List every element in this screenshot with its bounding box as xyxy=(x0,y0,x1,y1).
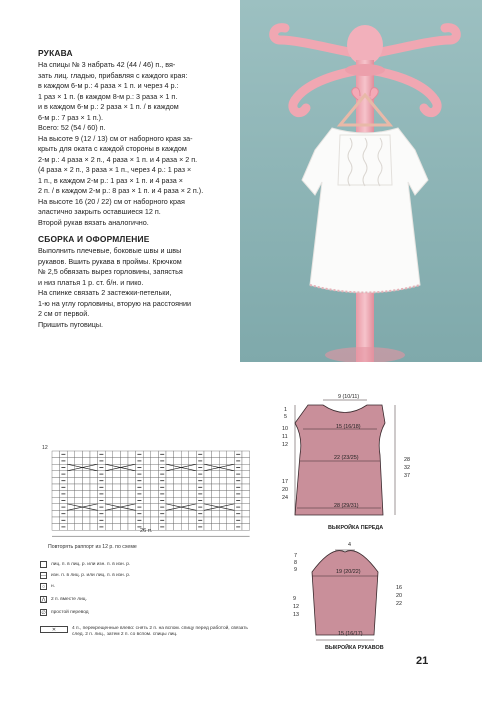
chart-cell xyxy=(212,484,220,491)
chart-cell xyxy=(242,484,250,491)
chart-cell xyxy=(52,484,60,491)
legend-text: н. xyxy=(51,584,55,589)
chart-cell xyxy=(105,484,113,491)
sleeves-body xyxy=(38,60,238,228)
chart-row-label: 12 xyxy=(42,445,48,451)
chart-cell xyxy=(174,517,182,524)
chart-cell xyxy=(166,484,174,491)
chart-cell xyxy=(174,458,182,465)
chart-cell xyxy=(75,451,83,458)
chart-cell xyxy=(181,517,189,524)
chart-cell xyxy=(166,458,174,465)
chart-cell xyxy=(128,510,136,517)
chart-cell xyxy=(242,458,250,465)
legend-item xyxy=(40,596,87,603)
knitting-chart xyxy=(40,445,255,540)
chart-cell xyxy=(227,451,235,458)
chart-cell xyxy=(219,471,227,478)
chart-cell xyxy=(181,471,189,478)
chart-cell xyxy=(174,510,182,517)
chart-cell xyxy=(212,497,220,504)
front-chest-dim: 22 (23/25) xyxy=(334,455,359,461)
chart-cell xyxy=(67,477,75,484)
chart-cell xyxy=(212,471,220,478)
chart-cell xyxy=(204,477,212,484)
chart-cell xyxy=(120,517,128,524)
chart-cell xyxy=(166,497,174,504)
legend-text: простой перевод xyxy=(51,610,89,615)
text-line: и низ платья 1 р. ст. б/н. и пико. xyxy=(38,277,144,287)
chart-cell xyxy=(219,510,227,517)
chart-cell xyxy=(82,458,90,465)
chart-cell xyxy=(242,524,250,531)
chart-cell xyxy=(219,477,227,484)
text-line: На спинке связать 2 застежки-петельки, xyxy=(38,288,172,297)
text-line: 6-м р.: 7 раз × 1 п.). xyxy=(38,112,103,122)
chart-cell xyxy=(82,471,90,478)
chart-cell xyxy=(189,524,197,531)
chart-cell xyxy=(151,510,159,517)
chart-cell xyxy=(143,504,151,511)
chart-cell xyxy=(128,458,136,465)
chart-cell xyxy=(174,524,182,531)
chart-cell xyxy=(189,510,197,517)
chart-cell xyxy=(105,471,113,478)
chart-cell xyxy=(82,491,90,498)
legend-item xyxy=(40,572,130,579)
chart-cell xyxy=(67,517,75,524)
chart-cell xyxy=(212,491,220,498)
chart-cell xyxy=(166,517,174,524)
sleeve-top-dim: 4 xyxy=(348,542,351,548)
chart-cell xyxy=(212,510,220,517)
legend-text: лиц. п. в лиц. р. или изн. п. в изн. р. xyxy=(51,562,131,567)
chart-cell xyxy=(52,524,60,531)
chart-cell xyxy=(242,504,250,511)
text-line: № 2,5 обвязать вырез горловины, запястья xyxy=(38,267,183,276)
baby-dress-photo xyxy=(240,0,482,362)
dim-value: 11 xyxy=(282,434,288,440)
chart-cell xyxy=(90,491,98,498)
chart-cell xyxy=(219,524,227,531)
chart-cell xyxy=(143,458,151,465)
chart-cell xyxy=(120,484,128,491)
chart-cell xyxy=(90,451,98,458)
chart-cell xyxy=(128,517,136,524)
chart-cell xyxy=(52,451,60,458)
chart-cell xyxy=(67,471,75,478)
sleeve-cuff-dim: 15 (16/17) xyxy=(338,631,363,637)
chart-cell xyxy=(189,517,197,524)
chart-cell xyxy=(204,497,212,504)
chart-cell xyxy=(151,477,159,484)
chart-cell xyxy=(174,477,182,484)
chart-cell xyxy=(75,458,83,465)
product-photo xyxy=(240,0,482,362)
chart-cell xyxy=(75,471,83,478)
text-line: эластично закрыть оставшиеся 12 п. xyxy=(38,207,161,216)
chart-cell xyxy=(128,451,136,458)
chart-cell xyxy=(166,524,174,531)
chart-cell xyxy=(128,477,136,484)
chart-width-label: 26 п. xyxy=(140,528,153,534)
text-line: Выполнить плечевые, боковые швы и швы xyxy=(38,246,182,255)
chart-cell xyxy=(90,524,98,531)
legend-text: изн. п. в лиц. р. или лиц. п. в изн. р. xyxy=(51,573,131,578)
dim-value: 9 xyxy=(294,567,297,573)
dim-value: 20 xyxy=(282,487,288,493)
chart-cell xyxy=(174,491,182,498)
instructions-column xyxy=(38,48,238,330)
chart-cell xyxy=(227,497,235,504)
text-line: в каждом 6-м р.: 4 раза × 1 п. и через 4 р.: xyxy=(38,81,179,90)
chart-cell xyxy=(120,524,128,531)
sleeve-title: ВЫКРОЙКА РУКАВОВ xyxy=(325,645,384,651)
chart-cell xyxy=(242,517,250,524)
chart-cell xyxy=(128,484,136,491)
chart-cell xyxy=(189,491,197,498)
dim-value: 32 xyxy=(404,465,410,471)
sleeves-heading: РУКАВА xyxy=(38,48,73,58)
chart-cell xyxy=(242,471,250,478)
chart-cell xyxy=(181,484,189,491)
chart-cell xyxy=(227,471,235,478)
chart-cell xyxy=(151,451,159,458)
legend-item xyxy=(40,609,89,616)
text-line: 2 см от первой. xyxy=(38,309,90,318)
front-bottom-dim: 28 (29/31) xyxy=(334,503,359,509)
chart-cell xyxy=(82,484,90,491)
chart-cell xyxy=(128,471,136,478)
text-line: 1 раз × 1 п. (в каждом 8-м р.: 3 раза × 1 п. xyxy=(38,91,178,101)
purl-symbol-icon: — xyxy=(41,572,46,579)
legend-item xyxy=(40,583,55,590)
text-line: Всего: 52 (54 / 60) п. xyxy=(38,123,106,132)
chart-cell xyxy=(189,477,197,484)
dim-value: 7 xyxy=(294,553,297,559)
dim-value: 13 xyxy=(293,612,299,618)
chart-cell xyxy=(189,497,197,504)
chart-caption: Повторять раппорт из 12 р. по схеме xyxy=(48,544,137,550)
text-line: На высоте 16 (20 / 22) см от наборного края xyxy=(38,196,185,206)
chart-cell xyxy=(143,517,151,524)
chart-cell xyxy=(75,497,83,504)
front-title: ВЫКРОЙКА ПЕРЕДА xyxy=(328,525,384,531)
chart-cell xyxy=(174,471,182,478)
chart-cell xyxy=(242,464,250,471)
page-number: 21 xyxy=(416,655,429,667)
dim-value: 8 xyxy=(294,560,297,566)
chart-cell xyxy=(166,451,174,458)
text-line: На высоте 9 (12 / 13) см от наборного края за- xyxy=(38,133,193,143)
chart-cell xyxy=(82,477,90,484)
assembly-heading: СБОРКА И ОФОРМЛЕНИЕ xyxy=(38,234,150,244)
dim-value: 28 xyxy=(404,457,410,463)
chart-cell xyxy=(219,484,227,491)
chart-cell xyxy=(204,517,212,524)
slip-over-icon: ∅ xyxy=(41,609,46,616)
chart-cell xyxy=(242,497,250,504)
dim-value: 16 xyxy=(396,585,402,591)
text-line: зать лиц. гладью, прибавляя с каждого края: xyxy=(38,70,188,80)
chart-cell xyxy=(67,451,75,458)
chart-cell xyxy=(143,451,151,458)
sleeve-left-low xyxy=(293,595,299,619)
chart-cell xyxy=(204,484,212,491)
chart-cell xyxy=(52,458,60,465)
chart-cell xyxy=(227,458,235,465)
chart-cell xyxy=(212,477,220,484)
chart-cell xyxy=(120,458,128,465)
chart-cell xyxy=(189,484,197,491)
chart-cell xyxy=(82,510,90,517)
chart-cell xyxy=(219,517,227,524)
chart-cell xyxy=(143,477,151,484)
chart-cell xyxy=(105,458,113,465)
chart-cell xyxy=(219,458,227,465)
chart-cell xyxy=(105,491,113,498)
chart-cell xyxy=(143,491,151,498)
chart-cell xyxy=(143,464,151,471)
chart-cell xyxy=(227,517,235,524)
chart-cell xyxy=(113,484,121,491)
chart-cell xyxy=(120,491,128,498)
text-line: Второй рукав вязать аналогично. xyxy=(38,217,149,227)
sleeve-width-dim: 19 (20/22) xyxy=(336,569,361,575)
chart-cell xyxy=(120,471,128,478)
chart-cell xyxy=(151,504,159,511)
chart-cell xyxy=(166,491,174,498)
chart-cell xyxy=(227,484,235,491)
chart-cell xyxy=(113,524,121,531)
chart-cell xyxy=(113,491,121,498)
chart-cell xyxy=(219,497,227,504)
chart-cell xyxy=(166,510,174,517)
chart-cell xyxy=(181,477,189,484)
chart-cell xyxy=(204,510,212,517)
chart-cell xyxy=(227,477,235,484)
text-line: крыть для оката с каждой стороны в каждом xyxy=(38,144,187,153)
chart-cell xyxy=(82,451,90,458)
text-line: (4 раза × 2 п., 3 раза × 1 п., через 4 р.: 1 раз × xyxy=(38,165,192,174)
text-line: Пришить пуговицы. xyxy=(38,319,104,329)
legend-text: 4 п., перекрещенные влево: снять 2 п. на вспом. спицу перед работой, связать след. 2 п. лиц., затем 2 п. со вспом. спицы лиц. xyxy=(72,626,248,637)
front-left-low xyxy=(282,478,288,502)
text-line: 1 п., в каждом 2-м р.: 1 раз × 1 п. и 4 раза × xyxy=(38,175,183,185)
front-neck-dim: 9 (10/11) xyxy=(338,394,360,400)
chart-cell xyxy=(75,524,83,531)
chart-cell xyxy=(151,471,159,478)
text-line: рукавов. Вшить рукава в проймы. Крючком xyxy=(38,256,182,266)
chart-cell xyxy=(242,451,250,458)
chart-cell xyxy=(67,458,75,465)
chart-cell xyxy=(242,491,250,498)
chart-cell xyxy=(204,451,212,458)
sleeve-left-top xyxy=(294,553,297,574)
text-line: и в каждом 6-м р.: 2 раза × 1 п. / в каждом xyxy=(38,102,179,111)
front-left-mid xyxy=(282,425,288,449)
yarn-over-icon: ○ xyxy=(41,583,46,590)
chart-cell xyxy=(204,524,212,531)
text-line: 2-м р.: 4 раза × 2 п., 4 раза × 1 п. и 4 раза × 2 п. xyxy=(38,154,198,164)
dim-value: 5 xyxy=(284,413,287,420)
chart-cell xyxy=(67,491,75,498)
chart-cell xyxy=(242,477,250,484)
chart-cell xyxy=(143,510,151,517)
chart-cell xyxy=(181,524,189,531)
chart-cell xyxy=(166,477,174,484)
chart-cell xyxy=(128,491,136,498)
chart-cell xyxy=(181,451,189,458)
chart-cell xyxy=(204,491,212,498)
chart-cell xyxy=(219,451,227,458)
chart-cell xyxy=(166,471,174,478)
chart-cell xyxy=(174,484,182,491)
chart-cell xyxy=(52,504,60,511)
chart-cell xyxy=(52,517,60,524)
dim-value: 20 xyxy=(396,593,402,599)
dim-value: 37 xyxy=(404,473,410,479)
chart-cell xyxy=(105,517,113,524)
assembly-body xyxy=(38,246,238,330)
text-line: 2 п. / в каждом 2-м р.: 8 раз × 1 п. и 4 раза × 2 п.). xyxy=(38,186,204,195)
chart-cell xyxy=(75,491,83,498)
chart-cell xyxy=(128,524,136,531)
legend-item xyxy=(40,561,130,568)
front-shoulder-dim: 15 (16/18) xyxy=(336,424,361,430)
chart-cell xyxy=(212,517,220,524)
dim-value: 12 xyxy=(293,604,299,610)
chart-cell xyxy=(174,497,182,504)
chart-cell xyxy=(52,491,60,498)
chart-cell xyxy=(52,510,60,517)
chart-cell xyxy=(143,471,151,478)
dim-value: 10 xyxy=(282,426,288,432)
legend-text: 2 п. вместе лиц. xyxy=(51,597,87,602)
chart-cell xyxy=(90,497,98,504)
chart-cell xyxy=(113,477,121,484)
chart-cell xyxy=(151,517,159,524)
chart-cell xyxy=(143,484,151,491)
chart-cell xyxy=(105,524,113,531)
chart-cell xyxy=(52,477,60,484)
chart-cell xyxy=(128,497,136,504)
dim-value: 17 xyxy=(282,479,288,485)
chart-cell xyxy=(90,477,98,484)
chart-cell xyxy=(75,484,83,491)
chart-cell xyxy=(113,451,121,458)
chart-cell xyxy=(189,471,197,478)
chart-cell xyxy=(143,497,151,504)
chart-cell xyxy=(181,510,189,517)
chart-cell xyxy=(113,510,121,517)
chart-cell xyxy=(82,497,90,504)
chart-cell xyxy=(120,497,128,504)
chart-cell xyxy=(174,451,182,458)
chart-cell xyxy=(105,477,113,484)
chart-cell xyxy=(219,491,227,498)
chart-cell xyxy=(90,484,98,491)
chart-cell xyxy=(105,497,113,504)
chart-cell xyxy=(151,484,159,491)
chart-cell xyxy=(151,497,159,504)
chart-cell xyxy=(227,510,235,517)
chart-cell xyxy=(212,451,220,458)
chart-cell xyxy=(113,497,121,504)
chart-cell xyxy=(151,458,159,465)
text-line: 1-ю на углу горловины, вторую на расстоянии xyxy=(38,298,192,308)
dim-value: 9 xyxy=(293,596,296,602)
chart-cell xyxy=(75,510,83,517)
dim-value: 12 xyxy=(282,442,288,448)
chart-cell xyxy=(52,471,60,478)
chart-cell xyxy=(75,477,83,484)
chart-cell xyxy=(52,497,60,504)
front-left-top xyxy=(284,407,287,420)
sleeve-right xyxy=(396,584,402,608)
chart-cell xyxy=(90,517,98,524)
chart-cell xyxy=(105,451,113,458)
chart-cell xyxy=(67,510,75,517)
chart-cell xyxy=(227,491,235,498)
chart-cell xyxy=(120,510,128,517)
chart-cell xyxy=(242,510,250,517)
dim-value: 24 xyxy=(282,495,288,501)
chart-cell xyxy=(75,517,83,524)
chart-cell xyxy=(189,458,197,465)
chart-cell xyxy=(90,458,98,465)
front-right xyxy=(404,456,410,480)
chart-cell xyxy=(181,491,189,498)
chart-cell xyxy=(204,458,212,465)
dim-value: 1 xyxy=(284,407,287,413)
chart-cell xyxy=(204,471,212,478)
chart-cell xyxy=(90,510,98,517)
chart-cell xyxy=(151,464,159,471)
chart-cell xyxy=(181,458,189,465)
knit-symbol-icon xyxy=(40,561,47,568)
chart-cell xyxy=(90,471,98,478)
chart-cell xyxy=(120,451,128,458)
chart-cell xyxy=(212,524,220,531)
chart-cell xyxy=(113,471,121,478)
chart-cell xyxy=(67,524,75,531)
chart-cell xyxy=(105,510,113,517)
text-line: На спицы № 3 набрать 42 (44 / 46) п., вя- xyxy=(38,60,176,69)
k2tog-icon: ⋀ xyxy=(41,596,46,603)
chart-cell xyxy=(189,451,197,458)
chart-cell xyxy=(52,464,60,471)
chart-cell xyxy=(181,497,189,504)
chart-cell xyxy=(67,497,75,504)
chart-cell xyxy=(212,458,220,465)
cable-cross-icon: ✕ xyxy=(40,626,68,633)
chart-cell xyxy=(113,458,121,465)
chart-cell xyxy=(82,524,90,531)
chart-cell xyxy=(120,477,128,484)
front-schematic xyxy=(275,395,425,535)
chart-cell xyxy=(113,517,121,524)
legend-item xyxy=(40,626,255,638)
dim-value: 22 xyxy=(396,601,402,607)
chart-cell xyxy=(227,524,235,531)
chart-cell xyxy=(67,484,75,491)
chart-cell xyxy=(82,517,90,524)
chart-cell xyxy=(151,491,159,498)
